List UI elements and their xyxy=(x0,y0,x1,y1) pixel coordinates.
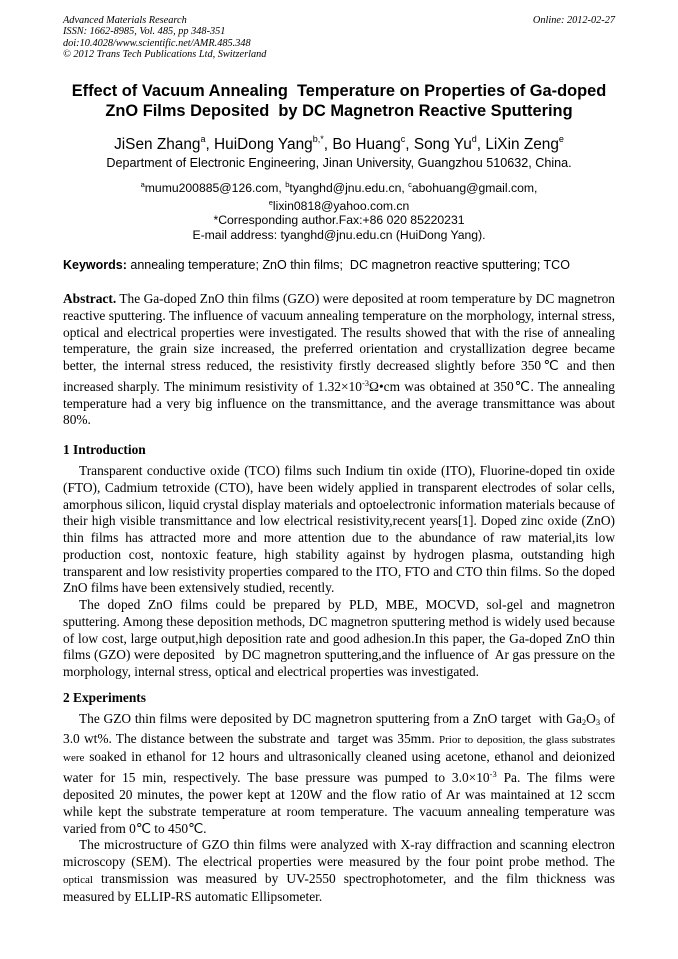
corresponding-email: E-mail address: tyanghd@jnu.edu.cn (HuiDong Yang). xyxy=(192,227,486,242)
text-run: soaked in ethanol for 12 hours and ultrasonically cleaned using acetone, ethanol and deionized water for 15 min, respectively. The base pressure was pumped to 3.0×10 xyxy=(63,748,619,786)
experiments-body xyxy=(63,711,619,905)
author-list xyxy=(40,130,638,154)
email: abohuang@gmail.com, xyxy=(411,181,538,195)
keywords-label: Keywords: xyxy=(63,258,127,272)
author-name: , Song Yu xyxy=(405,136,472,153)
journal-doi: doi:10.4028/www.scientific.net/AMR.485.348 xyxy=(63,37,251,49)
email-line-1 xyxy=(40,178,638,196)
subscript: 2 xyxy=(581,717,587,727)
abstract-exponent: -3 xyxy=(361,377,370,388)
journal-issn: ISSN: 1662-8985, Vol. 485, pp 348-351 xyxy=(63,26,226,38)
introduction-body xyxy=(63,463,619,681)
keywords-text: annealing temperature; ZnO thin films; DC magnetron reactive sputtering; TCO xyxy=(126,258,570,272)
section-heading-experiments: 2 Experiments xyxy=(63,690,146,705)
text-run: The GZO thin films were deposited by DC magnetron sputtering from a ZnO target with Ga xyxy=(79,711,582,726)
email-line-2 xyxy=(40,196,638,214)
author-sup: a xyxy=(200,134,206,144)
email: mumu200885@126.com, xyxy=(144,181,286,195)
affiliation: Department of Electronic Engineering, Jinan University, Guangzhou 510632, China. xyxy=(106,156,572,170)
text-run: of 3.0 wt%. The distance between the substrate and target was 35mm. xyxy=(63,711,619,746)
author-name: , LiXin Zeng xyxy=(476,136,559,153)
journal-header xyxy=(63,15,615,61)
author-sup: b,* xyxy=(312,134,324,144)
abstract-text-2: Ω•cm was obtained at 350℃. The annealing temperature had a very big influence on the transmittance, and the average transmittance was about 80%. xyxy=(63,378,615,428)
email-sup: e xyxy=(268,197,273,207)
paragraph: Transparent conductive oxide (TCO) films such Indium tin oxide (ITO), Fluorine-doped tin oxide (FTO), Cadmium tetroxide (CTO), have been widely applied in transparent electrodes of solar cells, amorphous silicon, liquid crystal display materials and optoelectronic information materials because of their high visible transmittance and low electrical resistivity,recent years[1]. Doped zinc oxide (ZnO) thin films has attracted more and more attention due to the abundance of raw material,its low production cost, nontoxic feature, high stability against by hydrogen plasma, outstanding high transparent and low resistivity properties compared to the ITO, FTO and CTO thin films. So the doped ZnO films have been extensively studied, recently. xyxy=(63,463,619,596)
corresponding-author: *Corresponding author.Fax:+86 020 85220231 xyxy=(213,213,465,228)
author-sup: c xyxy=(400,134,406,144)
text-run-small: Prior to deposition, the glass substrates were xyxy=(63,733,618,764)
keywords xyxy=(63,258,623,273)
paper-title xyxy=(50,81,628,121)
superscript: -3 xyxy=(489,769,497,780)
abstract xyxy=(63,291,615,429)
online-date: Online: 2012-02-27 xyxy=(532,15,615,26)
email: tyanghd@jnu.edu.cn, xyxy=(289,181,409,195)
text-run: transmission was measured by UV-2550 spectrophotometer, and the film thickness was measured by ELLIP-RS automatic Ellipsometer. xyxy=(63,870,619,904)
section-heading-introduction: 1 Introduction xyxy=(63,442,146,457)
paragraph: The doped ZnO films could be prepared by PLD, MBE, MOCVD, sol-gel and magnetron sputtering. Among these deposition methods, DC magnetron sputtering method is widely used because of low cost, large output,high deposition rate and good adhesion.In this paper, the Ga-doped ZnO thin films (GZO) were deposited by DC magnetron sputtering,and the influence of Ar gas pressure on the morphology, internal stress, optical and electrical properties was investigated. xyxy=(63,597,619,679)
author-sup: e xyxy=(558,134,564,144)
title-line-2: ZnO Films Deposited by DC Magnetron Reactive Sputtering xyxy=(105,102,573,120)
paragraph xyxy=(63,711,619,837)
author-name: JiSen Zhang xyxy=(114,136,201,153)
paragraph xyxy=(63,837,619,905)
journal-copyright: © 2012 Trans Tech Publications Ltd, Switzerland xyxy=(63,49,267,61)
text-run-small: optical xyxy=(63,873,93,886)
text-run: O xyxy=(586,711,596,726)
journal-name: Advanced Materials Research xyxy=(63,15,187,26)
email: lixin0818@yahoo.com.cn xyxy=(272,198,410,213)
email-sup: a xyxy=(140,180,145,189)
abstract-text-1: The Ga-doped ZnO thin films (GZO) were deposited at room temperature by DC magnetron reactive sputtering. The influence of vacuum annealing temperature on the morphology, internal stress, optical and electrical properties were investigated. The results showed that with the rise of annealing temperature, the grain size increased, the preferred orientation and crystallization degree became better, the internal stress reduced, the resistivity firstly decreased slightly before 350℃ and then increased sharply. The minimum resistivity of 1.32×10 xyxy=(63,291,615,394)
email-sup: b xyxy=(285,180,290,189)
author-sup: d xyxy=(471,134,477,144)
title-line-1: Effect of Vacuum Annealing Temperature on Properties of Ga-doped xyxy=(71,82,607,100)
abstract-label: Abstract. xyxy=(63,291,117,306)
email-sup: c xyxy=(408,180,412,189)
author-name: , HuiDong Yang xyxy=(205,136,313,153)
subscript: 3 xyxy=(595,717,601,727)
author-name: , Bo Huang xyxy=(323,136,401,153)
text-run: The microstructure of GZO thin films were analyzed with X-ray diffraction and scanning electron microscopy (SEM). The electrical properties were measured by the four point probe method. The xyxy=(63,837,619,869)
text-run: Pa. The films were deposited 20 minutes, the power kept at 120W and the flow ratio of Ar was maintained at 12 sccm while kept the substrate temperature at room temperature. The vacuum annealing temperature was varied from 0℃ to 450℃. xyxy=(63,770,619,836)
author-emails xyxy=(40,178,638,242)
